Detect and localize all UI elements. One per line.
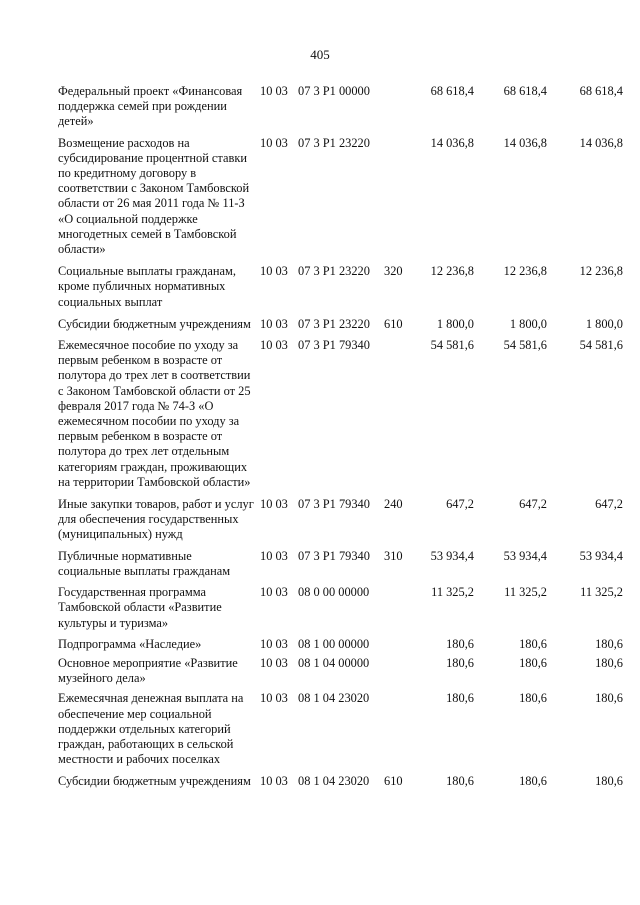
target-code: 07 3 Р1 23220 bbox=[298, 264, 370, 279]
table-row bbox=[58, 497, 630, 543]
amount-year-1: 68 618,4 bbox=[430, 84, 474, 98]
table-row bbox=[58, 549, 630, 579]
amount-year-1: 180,6 bbox=[446, 636, 474, 651]
target-code: 08 1 04 23020 bbox=[298, 774, 370, 789]
table-row bbox=[58, 585, 630, 631]
amount-year-2: 53 934,4 bbox=[503, 548, 547, 563]
amount-year-1: 180,6 bbox=[446, 691, 474, 706]
table-row bbox=[58, 774, 630, 789]
expense-kind-code: 610 bbox=[384, 774, 403, 789]
amount-year-3: 180,6 bbox=[595, 691, 623, 706]
table-row bbox=[58, 136, 630, 258]
section-code: 10 03 bbox=[260, 338, 288, 353]
target-code: 07 3 Р1 79340 bbox=[298, 338, 370, 353]
amount-year-2: 54 581,6 bbox=[503, 338, 547, 353]
target-code: 08 1 04 00000 bbox=[298, 655, 370, 670]
amount-year-2: 12 236,8 bbox=[503, 264, 547, 279]
budget-table bbox=[58, 84, 630, 790]
amount-year-2: 647,2 bbox=[519, 497, 547, 512]
section-code: 10 03 bbox=[260, 316, 288, 331]
expense-kind-code: 610 bbox=[384, 316, 403, 331]
table-row bbox=[58, 317, 630, 332]
section-code: 10 03 bbox=[260, 585, 288, 600]
table-row bbox=[58, 84, 630, 130]
row-name: Ежемесячное пособие по уходу за первым ребенком в возрасте от полутора до трех лет в соответствии с Законом Тамбовской области от 25 февраля 2017 года № 74-З «О ежемесячном пособии по уходу за первым ребенком в возрасте от полутора до трех лет отдельным категориям граждан, проживающих на территории Тамбовской области» bbox=[58, 338, 251, 489]
section-code: 10 03 bbox=[260, 497, 288, 512]
row-name: Субсидии бюджетным учреждениям bbox=[58, 774, 251, 789]
section-code: 10 03 bbox=[260, 774, 288, 789]
amount-year-3: 68 618,4 bbox=[579, 84, 623, 98]
row-name: Подпрограмма «Наследие» bbox=[58, 636, 202, 651]
expense-kind-code: 320 bbox=[384, 264, 403, 279]
amount-year-2: 180,6 bbox=[519, 691, 547, 706]
amount-year-3: 12 236,8 bbox=[579, 264, 623, 279]
row-name: Иные закупки товаров, работ и услуг для обеспечения государственных (муниципальных) нужд bbox=[58, 497, 254, 542]
target-code: 08 0 00 00000 bbox=[298, 585, 370, 600]
table-row bbox=[58, 691, 630, 767]
row-name: Ежемесячная денежная выплата на обеспечение мер социальной поддержки отдельных категорий граждан, работающих в сельской местности и рабочих поселках bbox=[58, 691, 244, 767]
target-code: 07 3 Р1 79340 bbox=[298, 548, 370, 563]
target-code: 07 3 Р1 79340 bbox=[298, 497, 370, 512]
amount-year-1: 180,6 bbox=[446, 655, 474, 670]
amount-year-1: 1 800,0 bbox=[436, 316, 474, 331]
table-row bbox=[58, 338, 630, 490]
amount-year-1: 53 934,4 bbox=[430, 548, 474, 563]
table-row bbox=[58, 637, 630, 652]
amount-year-2: 180,6 bbox=[519, 655, 547, 670]
amount-year-3: 11 325,2 bbox=[580, 585, 623, 600]
amount-year-1: 54 581,6 bbox=[430, 338, 474, 353]
row-name: Федеральный проект «Финансовая поддержка семей при рождении детей» bbox=[58, 84, 243, 129]
row-name: Публичные нормативные социальные выплаты гражданам bbox=[58, 548, 231, 578]
section-code: 10 03 bbox=[260, 691, 288, 706]
row-name: Субсидии бюджетным учреждениям bbox=[58, 316, 251, 331]
amount-year-1: 14 036,8 bbox=[430, 135, 474, 150]
amount-year-2: 1 800,0 bbox=[509, 316, 547, 331]
target-code: 07 3 Р1 23220 bbox=[298, 316, 370, 331]
expense-kind-code: 310 bbox=[384, 548, 403, 563]
target-code: 08 1 00 00000 bbox=[298, 636, 370, 651]
row-name: Государственная программа Тамбовской области «Развитие культуры и туризма» bbox=[58, 585, 222, 630]
amount-year-1: 11 325,2 bbox=[431, 585, 474, 600]
amount-year-1: 647,2 bbox=[446, 497, 474, 512]
section-code: 10 03 bbox=[260, 264, 288, 279]
amount-year-2: 68 618,4 bbox=[503, 84, 547, 98]
target-code: 08 1 04 23020 bbox=[298, 691, 370, 706]
amount-year-1: 12 236,8 bbox=[430, 264, 474, 279]
amount-year-3: 14 036,8 bbox=[579, 135, 623, 150]
amount-year-2: 14 036,8 bbox=[503, 135, 547, 150]
page-number: 405 bbox=[310, 47, 330, 62]
row-name: Социальные выплаты гражданам, кроме публичных нормативных социальных выплат bbox=[58, 264, 236, 309]
amount-year-1: 180,6 bbox=[446, 774, 474, 789]
row-name: Возмещение расходов на субсидирование процентной ставки по кредитному договору в соответствии с Законом Тамбовской области от 26 мая 2011 года № 11-З «О социальной поддержке многодетных семей в Тамбовской области» bbox=[58, 135, 250, 257]
amount-year-3: 180,6 bbox=[595, 636, 623, 651]
amount-year-3: 647,2 bbox=[595, 497, 623, 512]
amount-year-3: 180,6 bbox=[595, 655, 623, 670]
row-name: Основное мероприятие «Развитие музейного дела» bbox=[58, 655, 238, 686]
section-code: 10 03 bbox=[260, 655, 288, 670]
amount-year-3: 1 800,0 bbox=[585, 316, 623, 331]
target-code: 07 3 Р1 00000 bbox=[298, 84, 370, 98]
section-code: 10 03 bbox=[260, 135, 288, 150]
amount-year-3: 54 581,6 bbox=[579, 338, 623, 353]
target-code: 07 3 Р1 23220 bbox=[298, 135, 370, 150]
amount-year-2: 180,6 bbox=[519, 774, 547, 789]
amount-year-2: 11 325,2 bbox=[504, 585, 547, 600]
table-row bbox=[58, 656, 630, 686]
table-row bbox=[58, 264, 630, 310]
amount-year-2: 180,6 bbox=[519, 636, 547, 651]
expense-kind-code: 240 bbox=[384, 497, 403, 512]
section-code: 10 03 bbox=[260, 84, 288, 98]
section-code: 10 03 bbox=[260, 636, 288, 651]
amount-year-3: 180,6 bbox=[595, 774, 623, 789]
section-code: 10 03 bbox=[260, 548, 288, 563]
amount-year-3: 53 934,4 bbox=[579, 548, 623, 563]
